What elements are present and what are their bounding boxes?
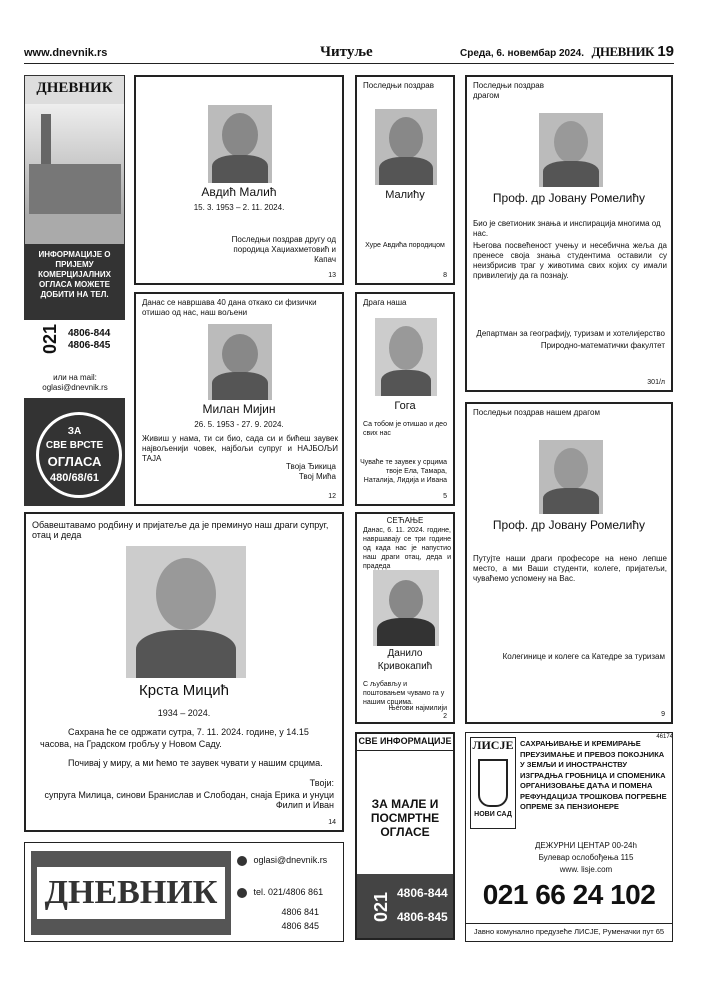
notice-number: 5 [443, 493, 447, 500]
dnevnik-tel-text: tel. 021/4806 861 [253, 887, 324, 897]
obituary-malic [355, 75, 455, 285]
obituary-avdic [134, 75, 344, 285]
lisje-ad [465, 732, 673, 942]
services-list [520, 739, 670, 813]
dnevnik-logo: ДНЕВНИК [37, 867, 225, 919]
dnevnik-tel [237, 887, 323, 898]
tribute-text: С љубављу и поштовањем чувамо га у нашим срцима. [363, 681, 445, 706]
tribute-line-2: Његова посвећеност учењу и несебична жеља да пренесе своја знања студентима оставили су неизбрисив траг у животима свих којих су имали привилегију да га познају. [473, 241, 667, 280]
left-ad-mail[interactable]: oglasi@dnevnik.rs [42, 383, 108, 392]
info-ad [355, 732, 455, 940]
dnevnik-tel-3: 4806 845 [281, 921, 319, 931]
signature-2: супруга Милица, синови Бранислав и Слободан, снаја Ерика и унуци Филип и Иван [44, 790, 334, 810]
left-ad-phone-2: 4806-845 [68, 340, 111, 351]
dnevnik-mail[interactable] [237, 855, 327, 866]
notice-top: Последњи поздрав [363, 81, 434, 90]
website[interactable]: www. lisje.com [559, 865, 613, 874]
lisje-logo-box [470, 737, 516, 829]
deceased-name: Малићу [385, 189, 425, 201]
signature-2: Твој Мића [298, 472, 336, 481]
obituary-romelic-2 [465, 402, 673, 724]
all-ads-banner [24, 398, 125, 506]
page-number: 19 [657, 43, 674, 60]
service-item: САХРАЊИВАЊЕ И КРЕМИРАЊЕ [520, 739, 641, 748]
dnevnik-logo-box [31, 851, 231, 935]
portrait-photo [375, 109, 437, 185]
obituary-krivokapic [355, 512, 455, 724]
notice-top: Драга наша [363, 298, 407, 307]
left-ad-code: 021 [40, 323, 60, 354]
info-ad-phones [357, 874, 453, 938]
left-ad-phones [40, 320, 120, 360]
deceased-dates: 1934 – 2024. [157, 708, 211, 718]
info-ad-middle [357, 750, 453, 874]
left-ad-phone-1: 4806-844 [68, 328, 111, 339]
info-ad-phone-1: 4806-844 [397, 886, 448, 900]
notice-top: Последњи поздрав драгом [473, 81, 544, 100]
tribute-text: Живиш у нама, ти си био, сада си и бићеш заувек највољенији човек, најбољи супруг и НАЈБОЉИ ТАЈА [142, 434, 338, 463]
portrait-photo [375, 318, 437, 396]
ad-code: 46174 [656, 734, 673, 740]
notice-top: Последњи поздрав нашем драгом [473, 408, 600, 417]
portrait-photo [208, 105, 272, 183]
all-ads-l4: 480/68/61 [50, 472, 99, 484]
notice-top: Обавештавамо родбину и пријатеље да је преминуо наш драги супруг, отац и деда [32, 520, 329, 540]
deceased-name: Крста Мицић [139, 682, 229, 699]
notice-number: 13 [328, 272, 336, 279]
notice-number: 14 [328, 819, 336, 826]
remembrance-title: СЕЋАЊЕ [386, 516, 424, 525]
dnevnik-mail-text: oglasi@dnevnik.rs [253, 855, 328, 865]
left-ad-logo: ДНЕВНИК [36, 80, 113, 96]
all-ads-l3: ОГЛАСА [47, 454, 102, 469]
left-ad-mail-label: или на mail: [53, 373, 97, 382]
city-photo [25, 104, 124, 244]
portrait-photo [208, 324, 272, 400]
phone-icon [237, 888, 247, 898]
info-ad-code: 021 [371, 891, 391, 922]
duty-center: ДЕЖУРНИ ЦЕНТАР 00-24h [535, 841, 637, 850]
notice-number: 9 [661, 711, 665, 718]
all-ads-l1: ЗА [67, 426, 82, 437]
portrait-photo [539, 113, 603, 187]
obituary-mijin [134, 292, 344, 506]
deceased-name: Проф. др Јовану Ромелићу [492, 518, 646, 532]
deceased-name: Авдић Малић [201, 185, 277, 199]
info-ad-top: СВЕ ИНФОРМАЦИЈЕ [358, 736, 452, 746]
notice-top: Данас се навршава 40 дана откако си физички отишао од нас, наш вољени [142, 298, 317, 317]
header-logo: ДНЕВНИК [591, 44, 654, 59]
notice-number: 2 [443, 713, 447, 720]
lisje-phone: 021 66 24 102 [482, 879, 656, 910]
notice-number: 12 [328, 493, 336, 500]
lisje-logo-sub: НОВИ САД [474, 811, 512, 818]
deceased-dates: 26. 5. 1953 - 27. 9. 2024. [194, 420, 284, 429]
service-item: РЕФУНДАЦИЈА ТРОШКОВА ПОГРЕБНЕ ОПРЕМЕ ЗА ПЕНЗИОНЕРЕ [520, 791, 667, 811]
portrait-photo [373, 570, 439, 646]
tribute-text: Са тобом је отишао и део свих нас [363, 421, 447, 437]
notice-top: Данас, 6. 11. 2024. године, навршавају се три године од када нас је напустио наш драги отац, деда и прадеда [363, 527, 451, 570]
deceased-dates: 15. 3. 1953 – 2. 11. 2024. [193, 203, 285, 212]
signature-1: Департман за географију, туризам и хотелијерство [476, 329, 665, 338]
left-ad-info: ИНФОРМАЦИЈЕ О ПРИЈЕМУ КОМЕРЦИЈАЛНИХ ОГЛАСА МОЖЕТЕ ДОБИТИ НА ТЕЛ. [25, 244, 124, 320]
notice-number: 8 [443, 272, 447, 279]
farewell-text: Последњи поздрав другу од породица Хаџиахметовић и Капач [231, 235, 336, 264]
portrait-photo [539, 440, 603, 514]
tribute-line-1: Био је светионик знања и инспирација многима од нас. [473, 219, 661, 238]
section-title: Читуље [320, 44, 373, 60]
dnevnik-tel-2: 4806 841 [281, 907, 319, 917]
mail-icon [237, 856, 247, 866]
obituary-goga [355, 292, 455, 506]
notice-number: 301/л [647, 379, 665, 386]
info-ad-phone-2: 4806-845 [397, 910, 448, 924]
lisje-footer: Јавно комунално предузеће ЛИСЈЕ, Руменачки пут 65 [466, 923, 672, 936]
signature: Чуваће те заувек у срцима твоје Ела, Тамара, Наталија, Лидија и Ивана [360, 459, 447, 484]
lisje-logo: ЛИСЈЕ [472, 738, 514, 752]
address: Булевар ослобођења 115 [538, 853, 634, 862]
left-ad [24, 75, 125, 320]
service-item: ИЗГРАДЊА ГРОБНИЦА И СПОМЕНИКА [520, 770, 666, 780]
deceased-name: Гога [394, 400, 416, 412]
obituary-micic [24, 512, 344, 832]
signature: Његови најмилији [388, 705, 447, 712]
deceased-name: Милан Мијин [202, 402, 276, 416]
info-ad-mid-2: ОГЛАСЕ [380, 825, 430, 839]
signature-1: Твоји: [309, 778, 334, 788]
all-ads-l2: СВЕ ВРСТЕ [45, 440, 104, 451]
signature: Колегинице и колеге са Катедре за туризам [502, 652, 665, 661]
tree-icon [478, 759, 508, 807]
tribute-text: Путујте наши драги професоре на нено лепше место, а ми Ваши студенти, колеге, пријатељи, чуваћемо успомену на Вас. [473, 554, 667, 583]
dnevnik-ad [24, 842, 344, 942]
deceased-name: Проф. др Јовану Ромелићу [492, 191, 646, 205]
signature-2: Природно-математички факултет [540, 341, 665, 350]
funeral-info: Сахрана ће се одржати сутра, 7. 11. 2024. године, у 14.15 часова, на Градском гробљу у Новом Саду. [40, 727, 309, 749]
obituary-romelic-1 [465, 75, 673, 392]
portrait-photo [126, 546, 246, 678]
farewell-text: Хуре Авдића породицом [365, 242, 445, 249]
site-url[interactable]: www.dnevnik.rs [24, 47, 108, 59]
deceased-last-name: Кривокапић [377, 661, 433, 672]
tribute-text: Почивај у миру, а ми ћемо те заувек чувати у нашим срцима. [68, 758, 323, 768]
info-ad-mid-1: ЗА МАЛЕ И ПОСМРТНЕ [370, 797, 440, 825]
signature-1: Твоја Ђикица [286, 462, 336, 471]
service-item: ОРГАНИЗОВАЊЕ ДАЋА И ПОМЕНА [520, 781, 653, 790]
service-item: ПРЕУЗИМАЊЕ И ПРЕВОЗ ПОКОЈНИКА У ЗЕМЉИ И ИНОСТРАНСТВУ [520, 749, 665, 769]
page-header [24, 44, 674, 64]
issue-date: Среда, 6. новембар 2024. [460, 48, 584, 59]
deceased-first-name: Данило [387, 648, 423, 659]
